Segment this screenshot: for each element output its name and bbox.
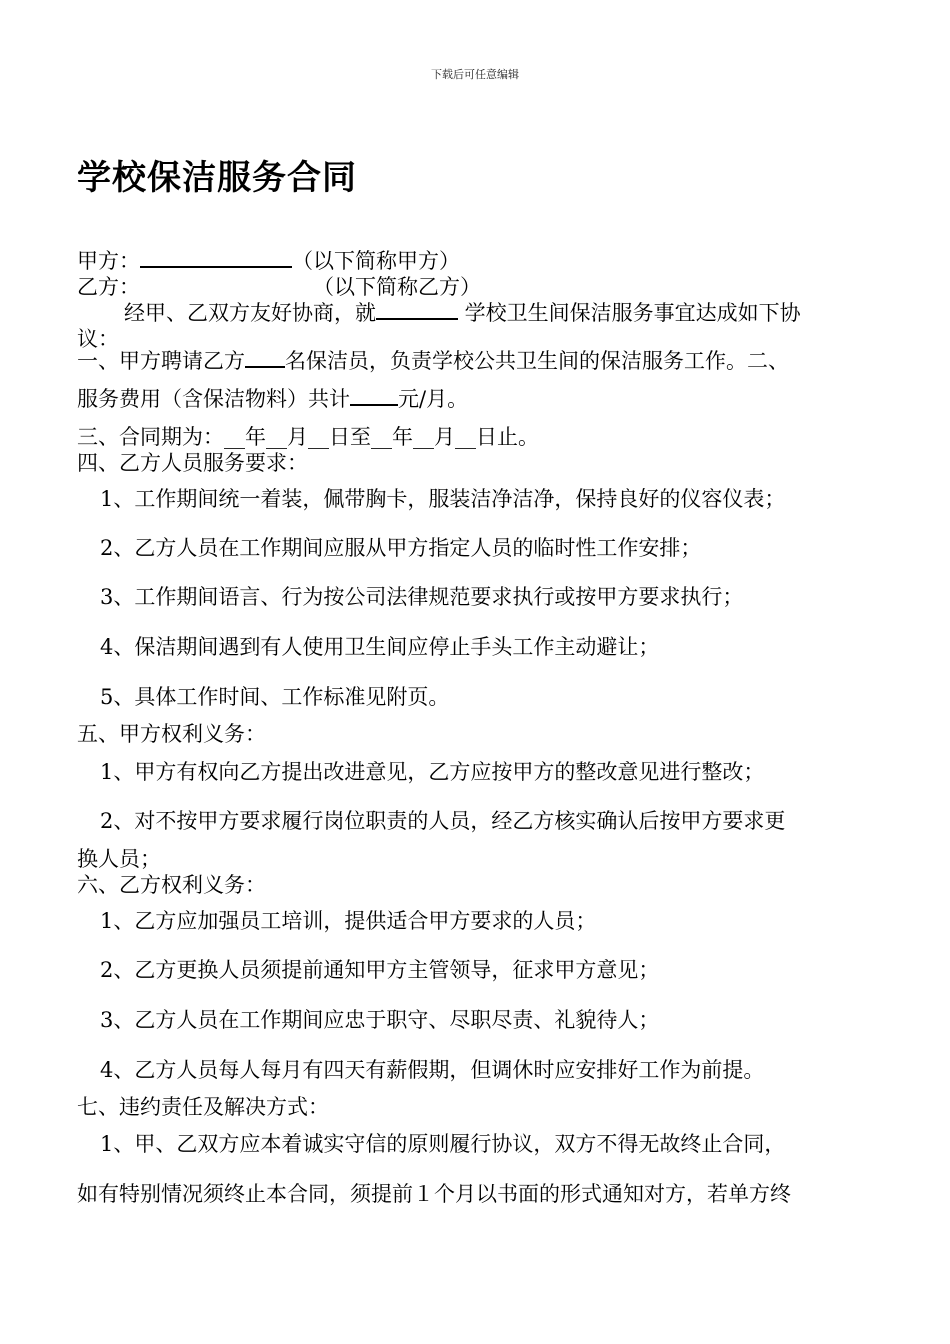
section-6-item: 3、乙方人员在工作期间应忠于职守、尽职尽责、礼貌待人； bbox=[100, 1008, 660, 1032]
section-6-item: 4、乙方人员每人每月有四天有薪假期，但调休时应安排好工作为前提。 bbox=[100, 1058, 765, 1082]
section-4-item: 4、保洁期间遇到有人使用卫生间应停止手头工作主动避让； bbox=[100, 635, 660, 659]
section-2-text-a: 服务费用（含保洁物料）共计 bbox=[77, 387, 350, 411]
school-name-blank bbox=[376, 300, 458, 320]
party-b-label: 乙方： bbox=[77, 275, 140, 299]
section-2-text-b: 元/月。 bbox=[398, 387, 469, 411]
party-a-blank bbox=[140, 248, 292, 268]
section-5-heading: 五、甲方权利义务： bbox=[77, 722, 266, 746]
document-title: 学校保洁服务合同 bbox=[77, 158, 357, 198]
section-4-heading: 四、乙方人员服务要求： bbox=[77, 451, 308, 475]
section-7-line-1: 1、甲、乙双方应本着诚实守信的原则履行协议，双方不得无故终止合同， bbox=[100, 1132, 786, 1156]
section-4-item: 1、工作期间统一着装，佩带胸卡，服装洁净洁净，保持良好的仪容仪表； bbox=[100, 487, 786, 511]
party-b-line bbox=[77, 274, 481, 300]
section-5-item: 1、甲方有权向乙方提出改进意见，乙方应按甲方的整改意见进行整改； bbox=[100, 760, 765, 784]
party-b-note: （以下简称乙方） bbox=[313, 275, 481, 299]
section-6-heading: 六、乙方权利义务： bbox=[77, 873, 266, 897]
party-a-line bbox=[77, 248, 460, 274]
section-1-text-b: 名保洁员，负责学校公共卫生间的保洁服务工作。二、 bbox=[285, 349, 789, 373]
intro-line-1 bbox=[124, 300, 801, 326]
section-2-line bbox=[77, 386, 468, 412]
section-3-line: 三、合同期为：__年__月__日至__年__月__日止。 bbox=[77, 425, 539, 449]
intro-line-2: 议： bbox=[77, 327, 119, 351]
section-1-text-a: 一、甲方聘请乙方 bbox=[77, 349, 245, 373]
section-7-line-2: 如有特别情况须终止本合同，须提前１个月以书面的形式通知对方，若单方终 bbox=[77, 1182, 791, 1206]
section-4-item: 2、乙方人员在工作期间应服从甲方指定人员的临时性工作安排； bbox=[100, 536, 702, 560]
page-header: 下载后可任意编辑 bbox=[431, 68, 519, 81]
section-6-item: 1、乙方应加强员工培训，提供适合甲方要求的人员； bbox=[100, 909, 597, 933]
section-4-item: 3、工作期间语言、行为按公司法律规范要求执行或按甲方要求执行； bbox=[100, 585, 744, 609]
section-5-item: 2、对不按甲方要求履行岗位职责的人员，经乙方核实确认后按甲方要求更 bbox=[100, 809, 786, 833]
party-a-note: （以下简称甲方） bbox=[292, 249, 460, 273]
section-1-line bbox=[77, 348, 789, 374]
section-6-item: 2、乙方更换人员须提前通知甲方主管领导，征求甲方意见； bbox=[100, 958, 660, 982]
section-5-continuation: 换人员； bbox=[77, 847, 161, 871]
cleaner-count-blank bbox=[245, 348, 285, 368]
intro-text-a: 经甲、乙双方友好协商，就 bbox=[124, 301, 376, 325]
section-4-item: 5、具体工作时间、工作标准见附页。 bbox=[100, 685, 450, 709]
section-7-heading: 七、违约责任及解决方式： bbox=[77, 1095, 329, 1119]
intro-text-b: 学校卫生间保洁服务事宜达成如下协 bbox=[458, 301, 801, 325]
fee-blank bbox=[350, 386, 398, 406]
party-a-label: 甲方： bbox=[77, 249, 140, 273]
